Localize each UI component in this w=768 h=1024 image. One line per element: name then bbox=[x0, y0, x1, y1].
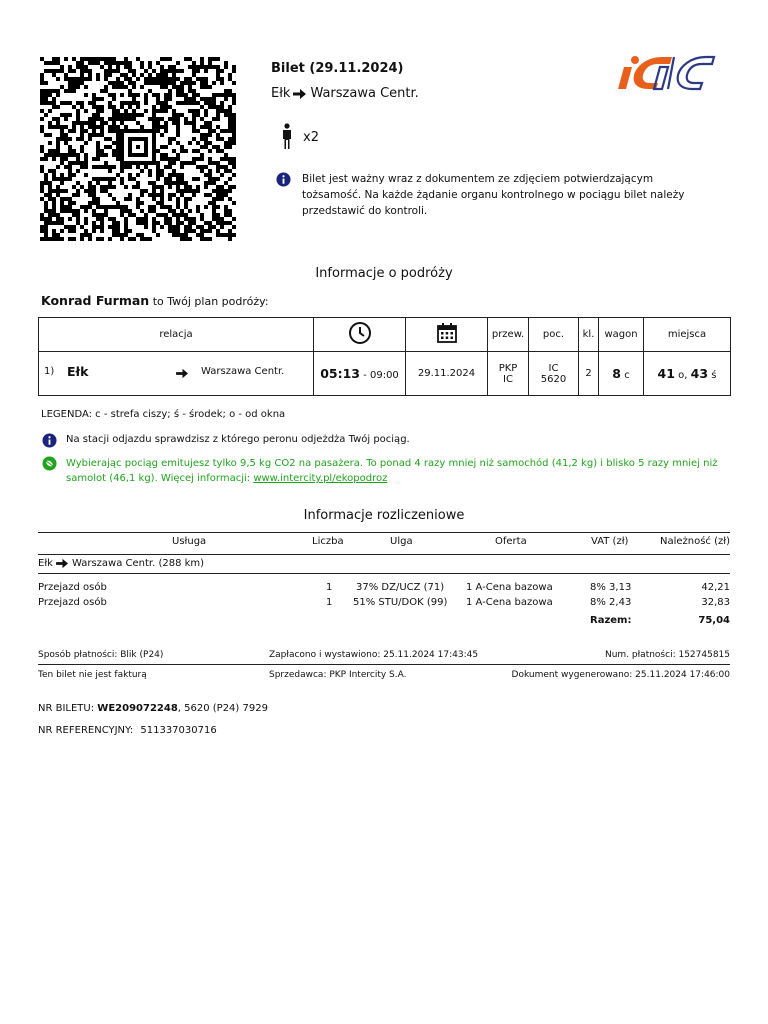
payment-info bbox=[38, 650, 730, 663]
trip-row bbox=[39, 352, 731, 396]
seller: Sprzedawca: PKP Intercity S.A. bbox=[269, 670, 407, 680]
route-header bbox=[271, 86, 419, 101]
row-index: 1) bbox=[44, 366, 55, 377]
class-cell: 2 bbox=[579, 352, 599, 396]
billing-discount: 37% DZ/UCZ (71) bbox=[356, 582, 445, 593]
time-cell bbox=[314, 352, 406, 396]
document-info bbox=[38, 670, 730, 683]
carrier-line1: PKP bbox=[498, 362, 518, 374]
billing-header-due: Należność (zł) bbox=[659, 536, 730, 547]
arrival-time: 09:00 bbox=[369, 370, 399, 381]
not-invoice-note: Ten bilet nie jest fakturą bbox=[38, 670, 147, 680]
header-seats: miejsca bbox=[644, 318, 731, 352]
train-line2: 5620 bbox=[540, 373, 567, 385]
paid-issued: Zapłacono i wystawiono: 25.11.2024 17:43:45 bbox=[269, 650, 479, 660]
row-from: Ełk bbox=[67, 364, 89, 379]
payment-number: Num. płatności: 152745815 bbox=[604, 650, 730, 660]
trip-section-title: Informacje o podróży bbox=[315, 266, 453, 281]
billing-discount: 51% STU/DOK (99) bbox=[353, 597, 448, 608]
clock-icon bbox=[348, 321, 372, 345]
eco-note bbox=[66, 456, 736, 486]
billing-offer: 1 A-Cena bazowa bbox=[466, 597, 553, 608]
qr-code bbox=[40, 57, 236, 241]
header-class: kl. bbox=[579, 318, 599, 352]
billing-row bbox=[38, 597, 730, 611]
billing-header-service: Usługa bbox=[172, 536, 207, 547]
ticket-number-line bbox=[38, 703, 268, 714]
date-cell: 29.11.2024 bbox=[406, 352, 488, 396]
ticket-title: Bilet (29.11.2024) bbox=[271, 61, 404, 76]
header-wagon: wagon bbox=[599, 318, 644, 352]
reference-line bbox=[38, 725, 217, 736]
divider bbox=[38, 664, 730, 665]
wagon-suffix: c bbox=[624, 370, 630, 381]
seat-1-suffix: o, bbox=[678, 370, 688, 381]
billing-offer: 1 A-Cena bazowa bbox=[466, 582, 553, 593]
billing-service: Przejazd osób bbox=[38, 597, 107, 608]
passenger-suffix: to Twój plan podróży: bbox=[152, 295, 269, 308]
calendar-icon bbox=[436, 322, 458, 344]
departure-time: 05:13 bbox=[320, 366, 360, 381]
payment-method: Sposób płatności: Blik (P24) bbox=[38, 650, 164, 660]
reference-number: 511337030716 bbox=[140, 725, 217, 736]
ticket-number: WE209072248 bbox=[97, 703, 178, 714]
info-icon bbox=[42, 433, 57, 448]
row-to: Warszawa Centr. bbox=[201, 366, 285, 377]
ticket-number-rest: , 5620 (P24) 7929 bbox=[177, 703, 268, 714]
relation-cell bbox=[39, 352, 314, 396]
billing-route-from: Ełk bbox=[38, 558, 53, 569]
billing-header bbox=[38, 536, 730, 550]
header-carrier: przew. bbox=[488, 318, 529, 352]
train-line1: IC bbox=[548, 362, 559, 374]
divider bbox=[38, 532, 730, 533]
legend: LEGENDA: c - strefa ciszy; ś - środek; o - od okna bbox=[41, 409, 286, 420]
divider bbox=[38, 554, 730, 555]
reference-label: NR REFERENCYJNY: bbox=[38, 725, 134, 736]
eco-note-text: Wybierając pociąg emitujesz tylko 9,5 kg CO2 na pasażera. To ponad 4 razy mniej niż samochód (41,2 kg) i blisko 5 razy mniej niż samolot (46,1 kg). Więcej informacji: bbox=[66, 458, 718, 484]
platform-note: Na stacji odjazdu sprawdzisz z którego peronu odjeżdża Twój pociąg. bbox=[66, 434, 410, 445]
header-relacja: relacja bbox=[39, 318, 314, 352]
arrow-right-icon bbox=[293, 88, 307, 100]
billing-header-discount: Ulga bbox=[390, 536, 413, 547]
arrow-right-icon bbox=[176, 368, 189, 379]
billing-qty: 1 bbox=[326, 597, 333, 608]
eco-link[interactable]: www.intercity.pl/ekopodroz bbox=[253, 473, 388, 484]
billing-qty: 1 bbox=[326, 582, 333, 593]
billing-due: 32,83 bbox=[701, 597, 730, 608]
ticket-number-label: NR BILETU: bbox=[38, 703, 95, 714]
header-date bbox=[406, 318, 488, 352]
passenger-count: x2 bbox=[303, 130, 319, 145]
info-icon bbox=[276, 172, 291, 187]
person-icon bbox=[281, 123, 293, 150]
billing-due: 42,21 bbox=[701, 582, 730, 593]
wagon-cell bbox=[599, 352, 644, 396]
total-value: 75,04 bbox=[698, 615, 730, 626]
wagon-number: 8 bbox=[612, 366, 621, 381]
seats-cell bbox=[644, 352, 731, 396]
billing-header-vat: VAT (zł) bbox=[591, 536, 629, 547]
intercity-logo bbox=[614, 53, 716, 91]
billing-row bbox=[38, 582, 730, 596]
billing-total bbox=[38, 615, 730, 629]
billing-header-offer: Oferta bbox=[495, 536, 527, 547]
trip-table bbox=[38, 317, 731, 396]
header-time bbox=[314, 318, 406, 352]
billing-vat: 8% 3,13 bbox=[590, 582, 632, 593]
validity-note: Bilet jest ważny wraz z dokumentem ze zdjęciem potwierdzającym tożsamość. Na każde żądanie organu kontrolnego w pociągu bilet należy przedstawić do kontroli. bbox=[302, 173, 685, 217]
seat-2-suffix: ś bbox=[711, 370, 717, 381]
passenger-line bbox=[41, 293, 269, 308]
train-cell bbox=[529, 352, 579, 396]
carrier-line2: IC bbox=[503, 373, 513, 385]
eco-leaf-icon bbox=[42, 456, 57, 471]
header-train: poc. bbox=[529, 318, 579, 352]
divider bbox=[38, 573, 730, 574]
billing-vat: 8% 2,43 bbox=[590, 597, 632, 608]
route-to: Warszawa Centr. bbox=[310, 86, 419, 101]
time-separator: - bbox=[360, 370, 370, 381]
billing-section-title: Informacje rozliczeniowe bbox=[303, 508, 465, 523]
route-from: Ełk bbox=[271, 86, 291, 101]
seat-2: 43 bbox=[690, 366, 709, 381]
billing-route-to: Warszawa Centr. (288 km) bbox=[71, 558, 205, 569]
billing-service: Przejazd osób bbox=[38, 582, 107, 593]
total-label: Razem: bbox=[590, 615, 632, 626]
arrow-right-icon bbox=[56, 558, 69, 569]
passenger-name: Konrad Furman bbox=[41, 293, 150, 308]
billing-header-qty: Liczba bbox=[312, 536, 344, 547]
billing-route bbox=[38, 558, 730, 569]
generated-date: Dokument wygenerowano: 25.11.2024 17:46:00 bbox=[511, 670, 730, 680]
carrier-cell bbox=[488, 352, 529, 396]
seat-1: 41 bbox=[657, 366, 675, 381]
